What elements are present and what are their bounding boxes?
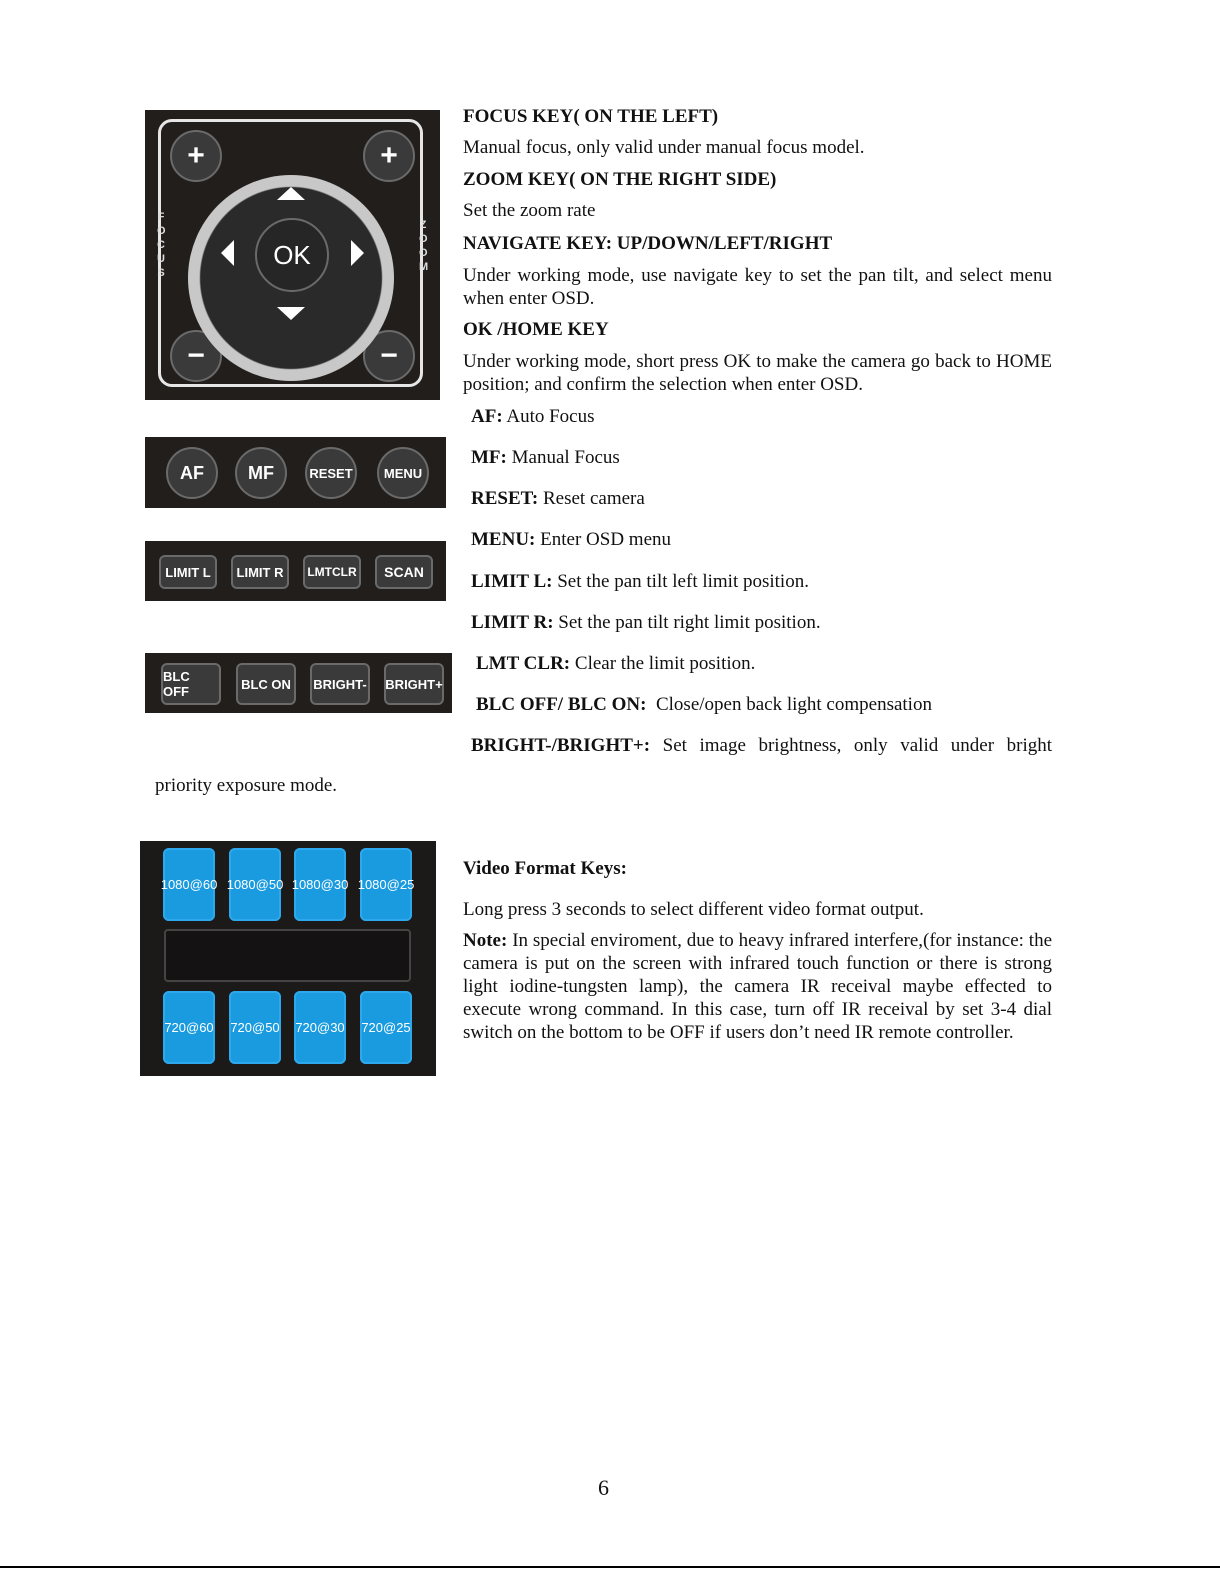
ok-home-key-text: Under working mode, short press OK to make the camera go back to HOME position; and confirm the selection when enter OSD. <box>463 351 1052 395</box>
mf-button[interactable]: MF <box>235 447 287 499</box>
down-arrow-button[interactable] <box>277 307 305 320</box>
blc-off-button[interactable]: BLC OFF <box>161 663 221 705</box>
focus-label: FOCUS <box>157 211 166 279</box>
video-panel-divider <box>164 929 411 982</box>
navigate-key-text: Under working mode, use navigate key to set the pan tilt, and select menu when enter OSD. <box>463 265 1052 309</box>
right-arrow-button[interactable] <box>351 240 364 266</box>
zoom-minus-button[interactable]: − <box>363 330 415 382</box>
limit-l-button[interactable]: LIMIT L <box>159 555 217 589</box>
page-number: 6 <box>598 1475 609 1500</box>
bright-plus-button[interactable]: BRIGHT+ <box>384 663 444 705</box>
key-desc-menu: MENU: Enter OSD menu <box>471 529 672 550</box>
video-720-60-button[interactable]: 720@60 <box>163 991 215 1064</box>
key-desc-reset: RESET: Reset camera <box>471 488 645 509</box>
zoom-plus-button[interactable]: + <box>363 130 415 182</box>
up-arrow-button[interactable] <box>277 187 305 200</box>
function-key-row-2 <box>145 541 446 601</box>
af-button[interactable]: AF <box>166 447 218 499</box>
zoom-label: ZOOM <box>419 219 429 273</box>
video-format-panel <box>140 841 436 1076</box>
bright-minus-button[interactable]: BRIGHT- <box>310 663 370 705</box>
video-720-25-button[interactable]: 720@25 <box>360 991 412 1064</box>
video-1080-30-button[interactable]: 1080@30 <box>294 848 346 921</box>
key-desc-limit-l: LIMIT L: Set the pan tilt left limit position. <box>471 571 809 592</box>
video-1080-60-button[interactable]: 1080@60 <box>163 848 215 921</box>
reset-button[interactable]: RESET <box>305 447 357 499</box>
video-format-heading: Video Format Keys: <box>463 858 627 879</box>
focus-key-text: Manual focus, only valid under manual focus model. <box>463 137 865 158</box>
scan-button[interactable]: SCAN <box>375 555 433 589</box>
key-desc-bright-continuation: priority exposure mode. <box>155 775 338 796</box>
ok-home-key-heading: OK /HOME KEY <box>463 319 609 340</box>
zoom-key-heading: ZOOM KEY( ON THE RIGHT SIDE) <box>463 169 777 190</box>
nav-key-panel <box>145 110 440 400</box>
video-format-text: Long press 3 seconds to select different video format output. <box>463 899 924 920</box>
limit-r-button[interactable]: LIMIT R <box>231 555 289 589</box>
left-arrow-button[interactable] <box>221 240 234 266</box>
lmt-clr-button[interactable]: LMTCLR <box>303 555 361 589</box>
function-key-row-3 <box>145 653 452 713</box>
blc-on-button[interactable]: BLC ON <box>236 663 296 705</box>
video-720-50-button[interactable]: 720@50 <box>229 991 281 1064</box>
key-desc-af: AF: Auto Focus <box>471 406 595 427</box>
key-desc-bright: BRIGHT-/BRIGHT+: Set image brightness, only valid under bright <box>471 735 1053 756</box>
key-desc-lmt-clr: LMT CLR: Clear the limit position. <box>476 653 756 674</box>
menu-button[interactable]: MENU <box>377 447 429 499</box>
video-1080-50-button[interactable]: 1080@50 <box>229 848 281 921</box>
focus-plus-button[interactable]: + <box>170 130 222 182</box>
function-key-row-1 <box>145 437 446 508</box>
key-desc-mf: MF: Manual Focus <box>471 447 620 468</box>
video-1080-25-button[interactable]: 1080@25 <box>360 848 412 921</box>
zoom-key-text: Set the zoom rate <box>463 200 596 221</box>
video-format-note: Note: In special enviroment, due to heavy infrared interfere,(for instance: the camera is put on the screen with infrared touch function or there is strong light iodine-tungsten lamp), the camera IR receival maybe effected to execute wrong command. In this case, turn off IR receival by set 3-4 dial switch on the bottom to be OFF if users don’t need IR remote controller. <box>463 930 1053 1043</box>
key-desc-blc: BLC OFF/ BLC ON: Close/open back light compensation <box>476 694 932 715</box>
key-desc-limit-r: LIMIT R: Set the pan tilt right limit position. <box>471 612 821 633</box>
navigate-key-heading: NAVIGATE KEY: UP/DOWN/LEFT/RIGHT <box>463 233 833 254</box>
ok-button[interactable]: OK <box>255 218 329 292</box>
focus-key-heading: FOCUS KEY( ON THE LEFT) <box>463 106 719 127</box>
bottom-rule <box>0 1566 1220 1568</box>
video-720-30-button[interactable]: 720@30 <box>294 991 346 1064</box>
focus-minus-button[interactable]: − <box>170 330 222 382</box>
